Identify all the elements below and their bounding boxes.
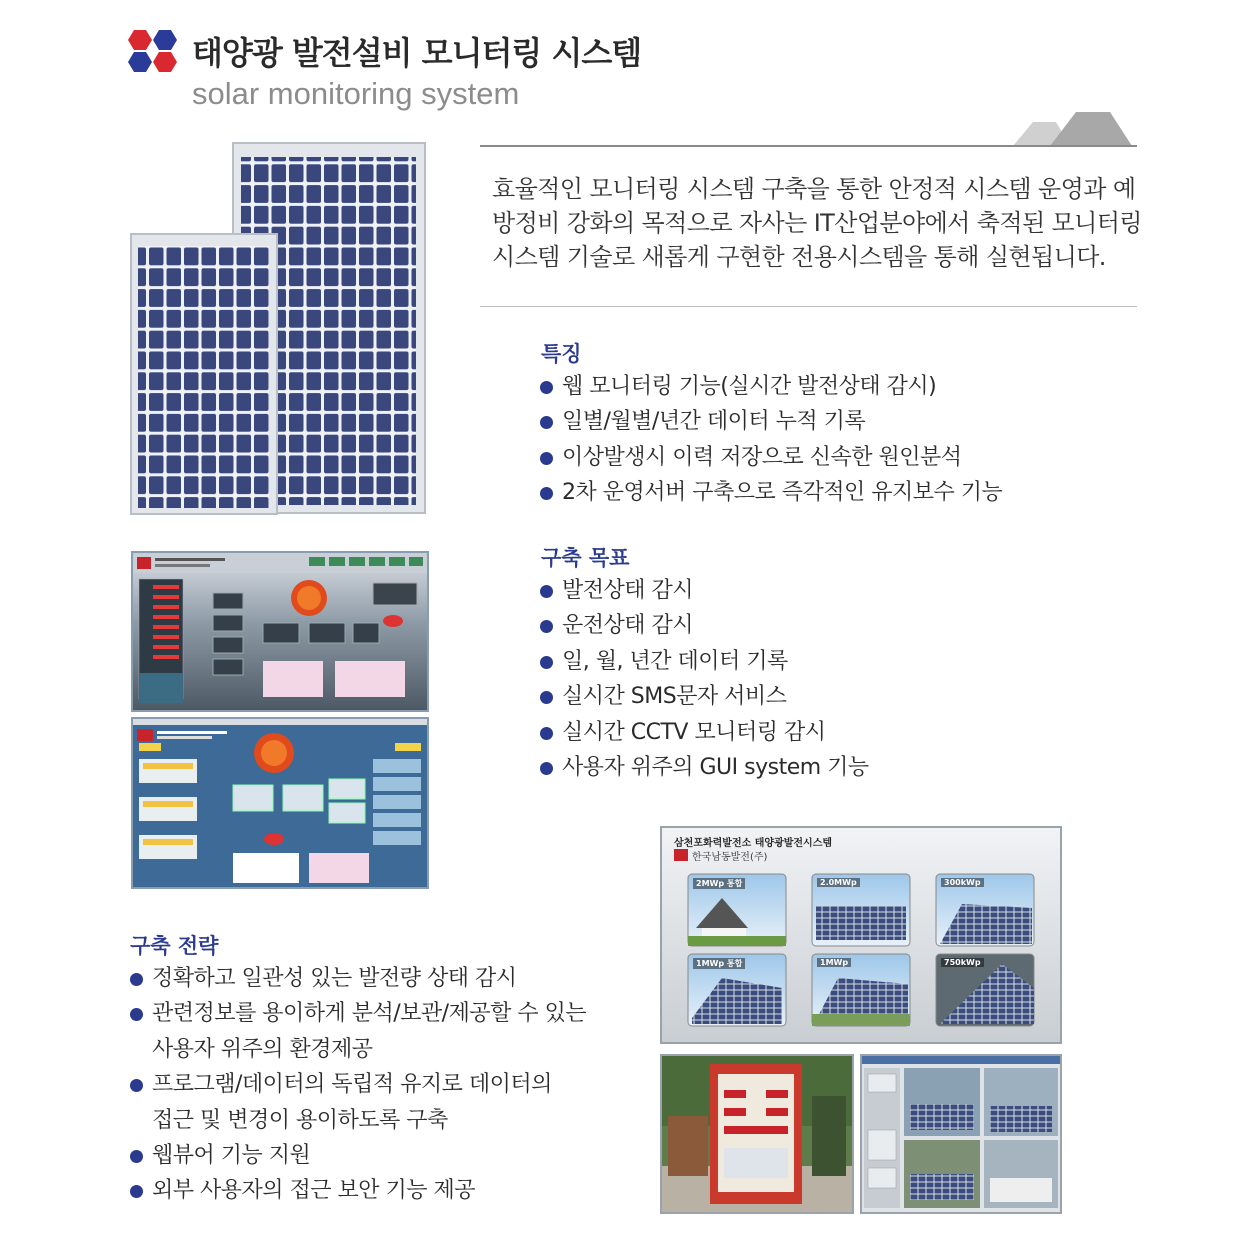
intro-line: 방정비 강화의 목적으로 자사는 IT산업분야에서 축적된 모니터링 (492, 209, 1142, 237)
site-photo-grid (662, 828, 1060, 1042)
bullet-icon (130, 1185, 143, 1198)
bullet-icon (540, 585, 553, 598)
list-item: 2차 운영서버 구축으로 즉각적인 유지보수 기능 (540, 475, 1002, 510)
strategy-title: 구축 전략 (130, 934, 219, 958)
intro-line: 시스템 기술로 새롭게 구현한 전용시스템을 통해 실현됩니다. (492, 243, 1106, 271)
list-item: 이상발생시 이력 저장으로 신속한 원인분석 (540, 440, 1002, 475)
list-item: 운전상태 감시 (540, 608, 869, 643)
company-logo-icon (128, 30, 178, 72)
list-item-continuation: 사용자 위주의 환경제공 (152, 1036, 373, 1062)
tile-label: 2MWp 통합 (693, 878, 745, 889)
bullet-icon (130, 973, 143, 986)
list-item: 사용자 위주의 GUI system 기능 (540, 750, 869, 785)
intro-line: 효율적인 모니터링 시스템 구축을 통한 안정적 시스템 운영과 예 (492, 175, 1136, 203)
display-board-photo (660, 1054, 854, 1214)
strategy-list (130, 961, 586, 1209)
tile-label: 750kWp (941, 958, 984, 967)
bullet-icon (540, 620, 553, 633)
list-item-continuation: 접근 및 변경이 용이하도록 구축 (152, 1107, 448, 1133)
monitoring-screenshot (131, 717, 429, 889)
mountain-decoration-icon (1008, 108, 1133, 148)
cctv-screenshot (860, 1054, 1062, 1214)
cctv-monitor-image (862, 1056, 1060, 1212)
list-item: 웹 모니터링 기능(실시간 발전상태 감시) (540, 369, 1002, 404)
divider (480, 145, 1137, 147)
bullet-icon (130, 1150, 143, 1163)
goals-title: 구축 목표 (541, 546, 630, 570)
bullet-icon (130, 1008, 143, 1021)
list-item: 발전상태 감시 (540, 573, 869, 608)
intro-paragraph (492, 172, 1142, 274)
site-panel-title: 삼천포화력발전소 태양광발전시스템 (674, 838, 833, 849)
bullet-icon (540, 452, 553, 465)
bullet-icon (130, 1079, 143, 1092)
bullet-icon (540, 762, 553, 775)
monitoring-dashboard-image (133, 719, 427, 887)
monitoring-dashboard-image (133, 553, 427, 710)
list-item: 웹뷰어 기능 지원 (130, 1138, 586, 1173)
list-item: 일, 월, 년간 데이터 기록 (540, 644, 869, 679)
tile-label: 2.0MWp (817, 878, 860, 887)
site-panel-company: 한국남동발전(주) (692, 852, 768, 863)
tile-label: 1MWp 통합 (693, 958, 745, 969)
solar-panel-image (130, 142, 430, 517)
list-item: 정확하고 일관성 있는 발전량 상태 감시 (130, 961, 586, 996)
display-board-image (662, 1056, 852, 1212)
site-overview-panel (660, 826, 1062, 1044)
list-item: 관련정보를 용이하게 분석/보관/제공할 수 있는 (130, 996, 586, 1031)
page-subtitle: solar monitoring system (192, 76, 520, 111)
bullet-icon (540, 727, 553, 740)
monitoring-screenshot (131, 551, 429, 712)
bullet-icon (540, 416, 553, 429)
page-title: 태양광 발전설비 모니터링 시스템 (192, 34, 642, 72)
list-item: 프로그램/데이터의 독립적 유지로 데이터의 (130, 1067, 586, 1102)
divider (480, 306, 1137, 307)
features-list (540, 369, 1002, 511)
list-item: 외부 사용자의 접근 보안 기능 제공 (130, 1173, 586, 1208)
bullet-icon (540, 691, 553, 704)
features-title: 특징 (541, 342, 582, 366)
tile-label: 300kWp (941, 878, 984, 887)
tile-label: 1MWp (817, 958, 851, 967)
list-item: 실시간 CCTV 모니터링 감시 (540, 715, 869, 750)
list-item: 실시간 SMS문자 서비스 (540, 679, 869, 714)
goals-list (540, 573, 869, 785)
bullet-icon (540, 381, 553, 394)
list-item: 일별/월별/년간 데이터 누적 기록 (540, 404, 1002, 439)
bullet-icon (540, 487, 553, 500)
bullet-icon (540, 656, 553, 669)
